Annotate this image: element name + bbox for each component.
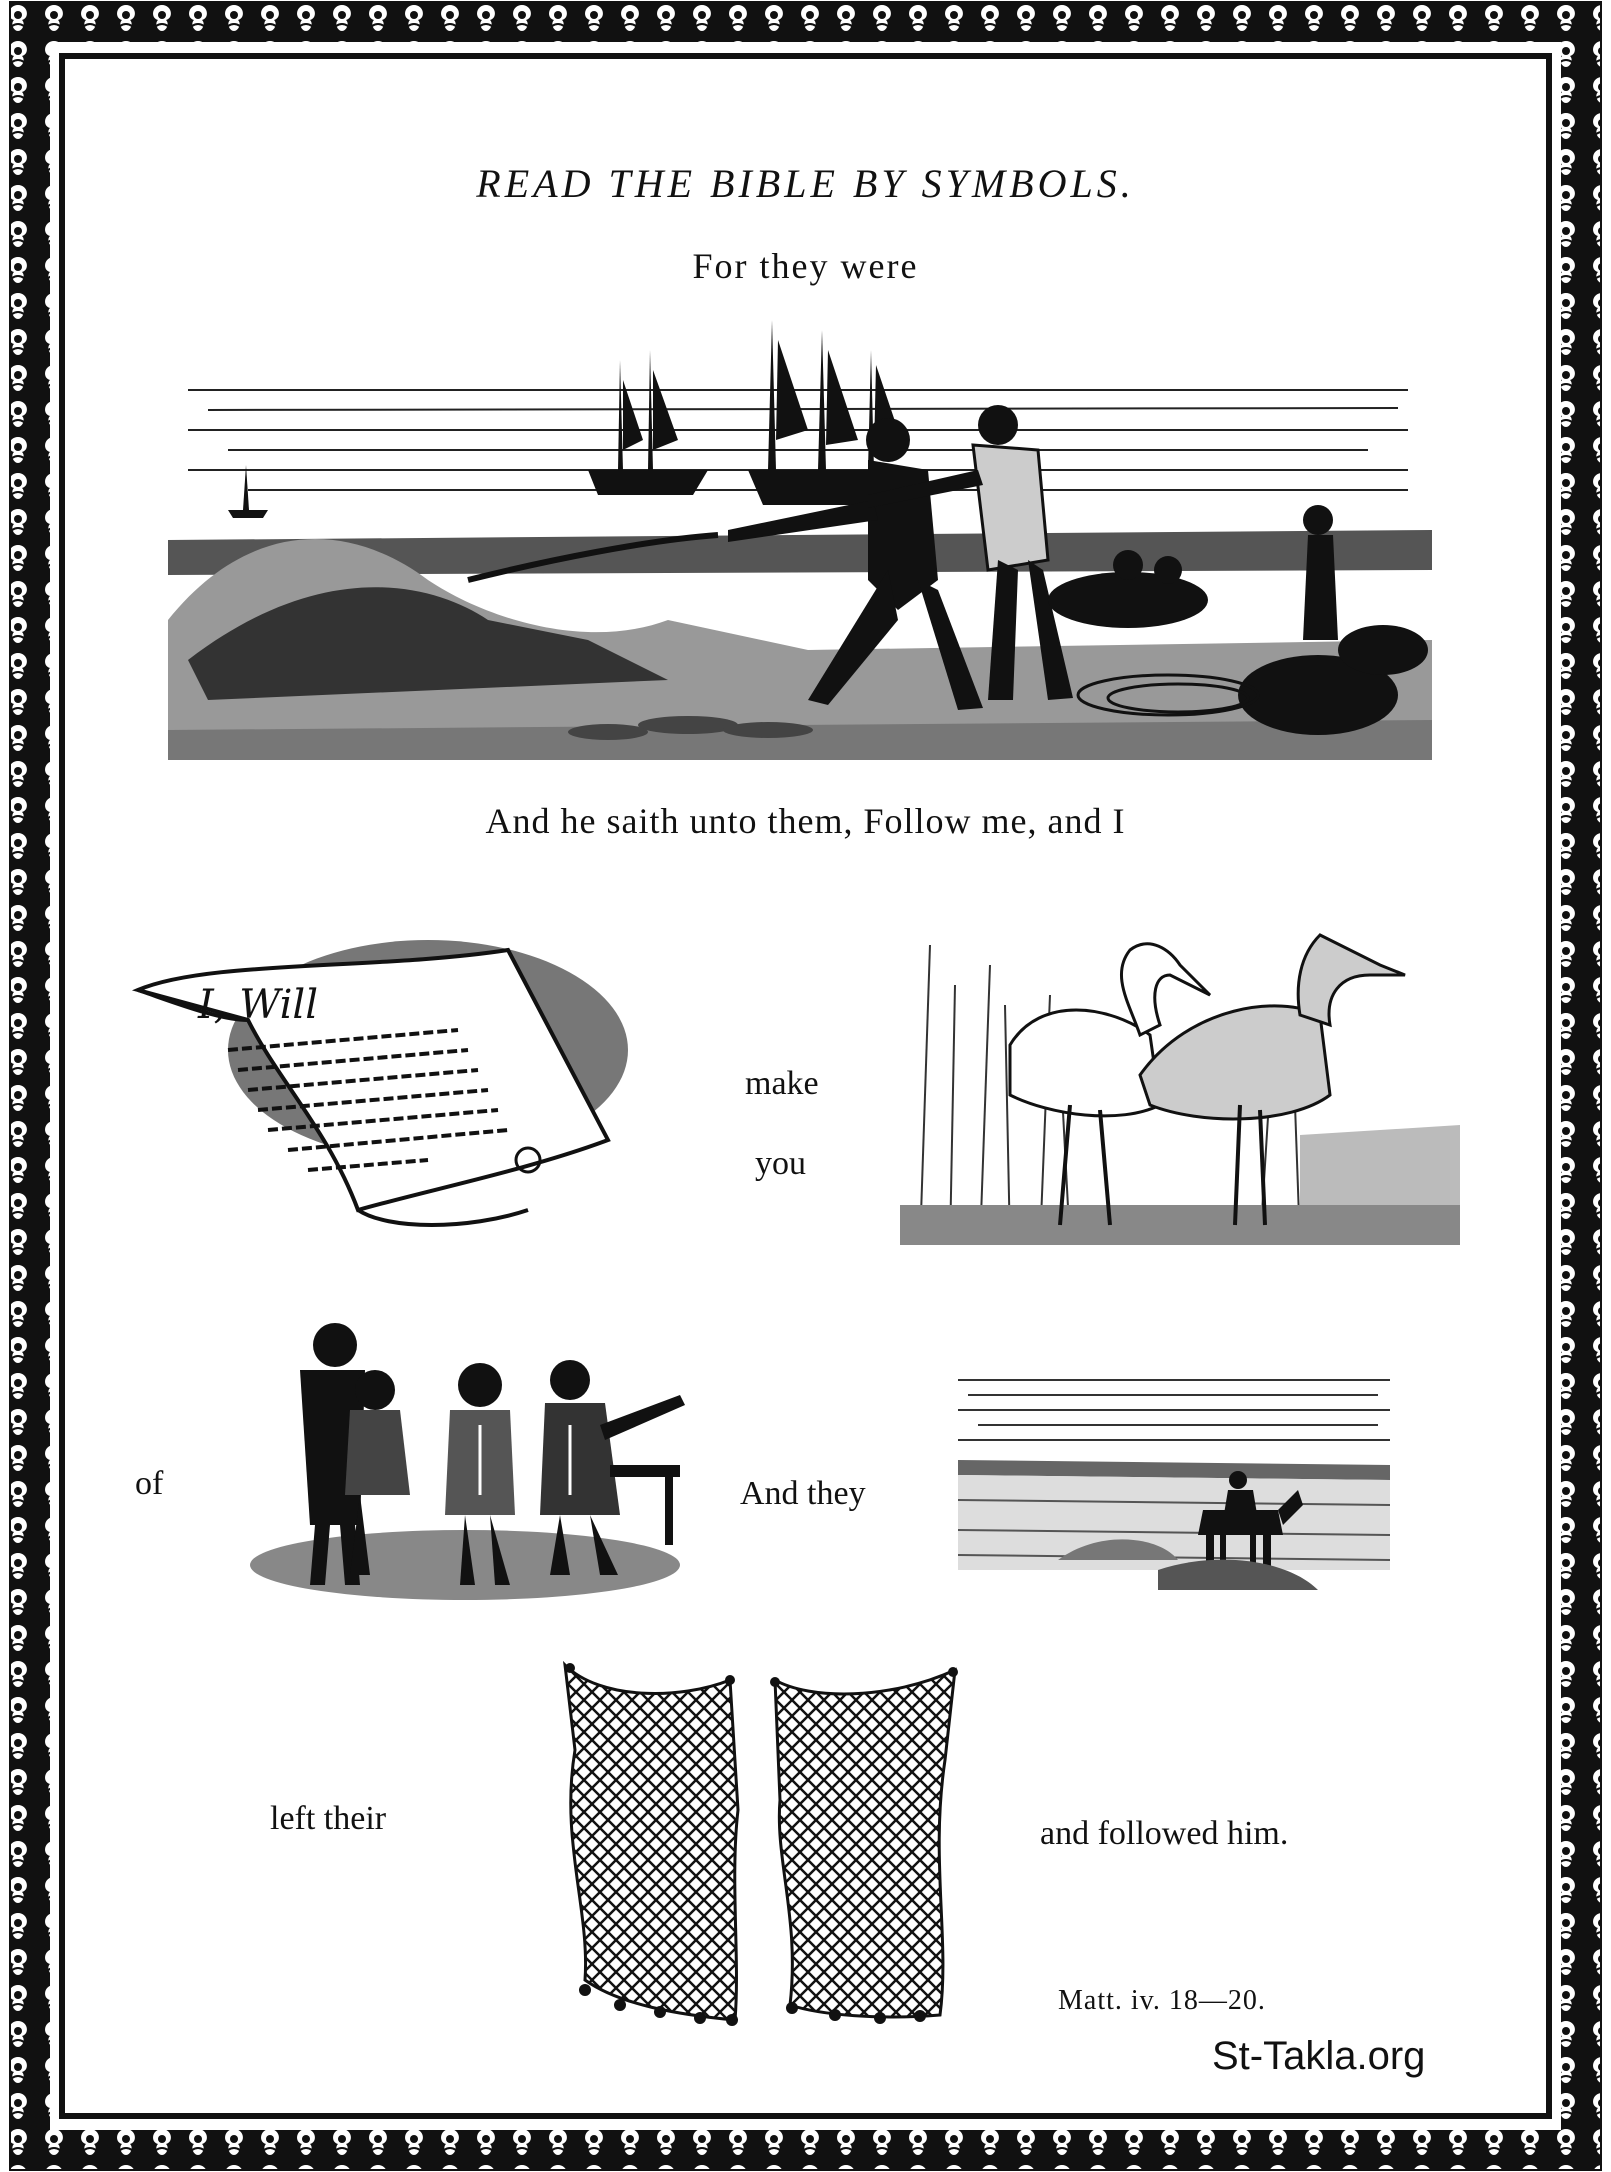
scripture-reference: Matt. iv. 18—20.	[1058, 1985, 1266, 2016]
cranes-illustration	[900, 905, 1460, 1245]
horseman-on-shore-illustration	[958, 1370, 1390, 1605]
fishermen-pulling-net-illustration	[168, 320, 1432, 760]
word-left-their: left their	[270, 1800, 387, 1837]
word-of: of	[135, 1465, 164, 1502]
will-document-illustration	[128, 930, 668, 1230]
word-and-they: And they	[740, 1475, 866, 1512]
men-seated-illustration	[240, 1315, 690, 1605]
middle-line: And he saith unto them, Follow me, and I	[485, 801, 1126, 841]
word-you: you	[755, 1145, 806, 1182]
word-followed: and followed him.	[1040, 1815, 1289, 1852]
word-make: make	[745, 1065, 819, 1102]
opening-line: For they were	[692, 246, 919, 286]
fishing-nets-illustration	[560, 1660, 960, 2030]
svg-text:I, Will: I, Will	[198, 982, 319, 1028]
page-title: READ THE BIBLE BY SYMBOLS.	[476, 161, 1135, 206]
watermark: St-Takla.org	[1212, 2034, 1426, 2078]
